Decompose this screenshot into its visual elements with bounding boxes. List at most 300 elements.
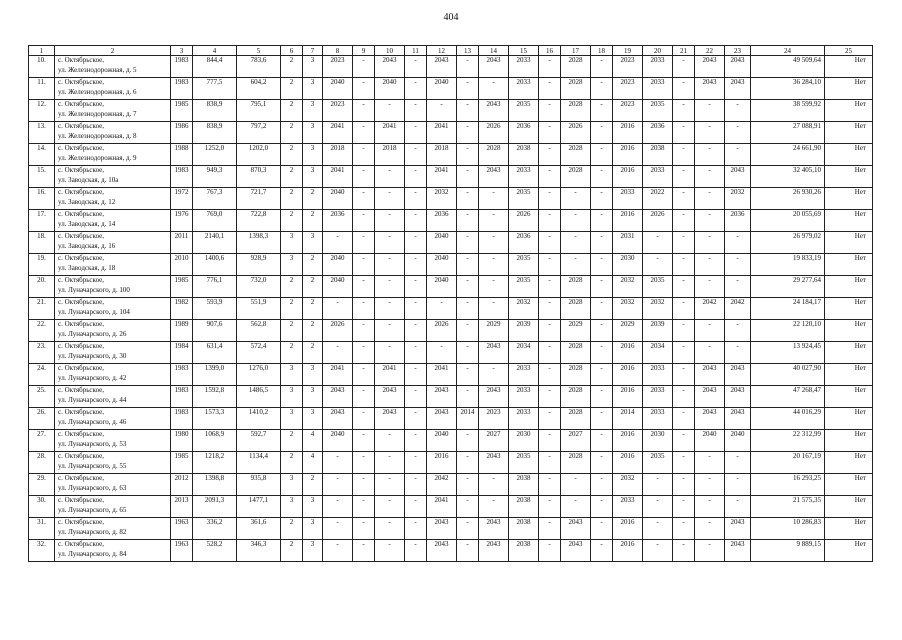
status-cell: Нет [825, 122, 873, 144]
address-cell: с. Октябрьское, ул. Луначарского, д. 100 [55, 276, 171, 298]
table-cell: - [673, 188, 695, 210]
table-cell: - [375, 540, 405, 562]
table-cell: 4 [303, 430, 323, 452]
table-cell: - [353, 188, 375, 210]
table-cell: - [375, 298, 405, 320]
table-cell: 2028 [561, 78, 591, 100]
table-cell: - [405, 452, 427, 474]
row-number-cell: 30. [29, 496, 55, 518]
table-cell: 3 [303, 78, 323, 100]
table-cell: - [539, 540, 561, 562]
table-cell: 2026 [323, 320, 353, 342]
table-cell: 2035 [643, 452, 673, 474]
cost-cell: 26 979,02 [751, 232, 825, 254]
table-cell: 2032 [613, 276, 643, 298]
header-row [29, 46, 873, 56]
table-cell: 1963 [171, 540, 193, 562]
table-cell: - [353, 430, 375, 452]
table-cell: 2036 [323, 210, 353, 232]
table-row [29, 210, 873, 232]
column-header: 24 [751, 46, 825, 56]
table-row [29, 232, 873, 254]
row-number-cell: 17. [29, 210, 55, 232]
status-cell: Нет [825, 452, 873, 474]
cost-cell: 22 312,99 [751, 430, 825, 452]
table-cell: 1410,2 [237, 408, 281, 430]
table-cell: - [695, 496, 725, 518]
page-number: 404 [443, 12, 459, 23]
table-cell: 2043 [479, 452, 509, 474]
table-cell: 2026 [561, 122, 591, 144]
address-cell: с. Октябрьское, ул. Луначарского, д. 26 [55, 320, 171, 342]
table-cell: 2042 [427, 474, 457, 496]
table-cell: - [405, 144, 427, 166]
table-cell: - [591, 122, 613, 144]
column-header: 4 [193, 46, 237, 56]
table-cell: - [353, 100, 375, 122]
row-number-cell: 20. [29, 276, 55, 298]
table-cell: - [353, 232, 375, 254]
table-cell: - [539, 100, 561, 122]
table-row [29, 342, 873, 364]
table-cell: - [375, 342, 405, 364]
cost-cell: 21 575,35 [751, 496, 825, 518]
cost-cell: 27 088,91 [751, 122, 825, 144]
row-number-cell: 25. [29, 386, 55, 408]
table-cell: - [561, 232, 591, 254]
table-cell: - [323, 452, 353, 474]
table-cell: - [591, 430, 613, 452]
table-cell: 767,3 [193, 188, 237, 210]
table-cell: 2 [281, 518, 303, 540]
table-body [29, 56, 873, 562]
table-cell: - [561, 210, 591, 232]
table-cell: 2016 [613, 386, 643, 408]
table-cell: 2033 [643, 364, 673, 386]
table-cell: 3 [303, 518, 323, 540]
table-cell: - [323, 232, 353, 254]
table-cell: - [725, 320, 751, 342]
table-cell: - [695, 144, 725, 166]
table-cell: 1202,0 [237, 144, 281, 166]
table-cell: - [457, 452, 479, 474]
address-cell: с. Октябрьское, ул. Железнодорожная, д. 6 [55, 78, 171, 100]
cost-cell: 20 167,19 [751, 452, 825, 474]
table-cell: 1134,4 [237, 452, 281, 474]
table-cell: 2026 [427, 320, 457, 342]
table-cell: 2041 [323, 122, 353, 144]
table-cell: 2028 [561, 452, 591, 474]
table-cell: 1068,9 [193, 430, 237, 452]
table-cell: 2035 [509, 188, 539, 210]
table-cell: - [353, 78, 375, 100]
column-header: 10 [375, 46, 405, 56]
table-cell: - [591, 518, 613, 540]
table-cell: - [457, 386, 479, 408]
row-number-cell: 23. [29, 342, 55, 364]
table-cell: - [695, 276, 725, 298]
table-cell: 1218,2 [193, 452, 237, 474]
row-number-cell: 14. [29, 144, 55, 166]
cost-cell: 24 184,17 [751, 298, 825, 320]
table-cell: 2140,1 [193, 232, 237, 254]
table-cell: - [591, 56, 613, 78]
table-cell: - [375, 320, 405, 342]
table-cell: - [643, 518, 673, 540]
table-cell: 2043 [427, 408, 457, 430]
table-cell: - [353, 408, 375, 430]
table-cell: - [643, 540, 673, 562]
table-row [29, 144, 873, 166]
address-cell: с. Октябрьское, ул. Луначарского, д. 65 [55, 496, 171, 518]
table-cell: - [591, 232, 613, 254]
table-cell: - [479, 188, 509, 210]
table-cell: 1983 [171, 56, 193, 78]
column-header: 8 [323, 46, 353, 56]
table-cell: 2 [281, 122, 303, 144]
table-cell: - [353, 254, 375, 276]
table-cell: - [695, 452, 725, 474]
table-cell: 2043 [725, 166, 751, 188]
cost-cell: 49 509,64 [751, 56, 825, 78]
table-cell: 2033 [509, 78, 539, 100]
table-cell: 2023 [479, 408, 509, 430]
table-cell: 2040 [427, 254, 457, 276]
table-cell: 2034 [643, 342, 673, 364]
table-cell: 2043 [479, 56, 509, 78]
table-cell: 2043 [725, 364, 751, 386]
table-cell: - [539, 452, 561, 474]
table-cell: 2035 [643, 276, 673, 298]
table-cell: - [539, 78, 561, 100]
table-cell: 2043 [375, 56, 405, 78]
table-cell: 593,9 [193, 298, 237, 320]
table-cell: - [591, 188, 613, 210]
table-cell: 2 [281, 188, 303, 210]
table-cell: - [353, 474, 375, 496]
table-cell: 2023 [613, 78, 643, 100]
cost-cell: 20 055,69 [751, 210, 825, 232]
cost-cell: 32 405,10 [751, 166, 825, 188]
table-cell: 2018 [427, 144, 457, 166]
table-cell: 2032 [643, 298, 673, 320]
table-cell: - [353, 342, 375, 364]
column-header: 7 [303, 46, 323, 56]
column-header: 21 [673, 46, 695, 56]
table-row [29, 408, 873, 430]
table-cell: 870,3 [237, 166, 281, 188]
table-cell: 2033 [509, 166, 539, 188]
table-cell: - [457, 364, 479, 386]
table-cell: 2026 [643, 210, 673, 232]
table-cell: - [591, 496, 613, 518]
table-cell: - [457, 144, 479, 166]
table-cell: 2023 [613, 56, 643, 78]
table-cell: - [695, 188, 725, 210]
table-cell: 2031 [613, 232, 643, 254]
table-cell: 2033 [509, 56, 539, 78]
table-cell: - [375, 474, 405, 496]
table-cell: 1988 [171, 144, 193, 166]
table-cell: 2016 [613, 518, 643, 540]
table-cell: - [673, 430, 695, 452]
table-cell: - [673, 320, 695, 342]
status-cell: Нет [825, 430, 873, 452]
table-cell: - [323, 298, 353, 320]
table-cell: 2043 [695, 408, 725, 430]
table-cell: 2 [281, 298, 303, 320]
status-cell: Нет [825, 144, 873, 166]
address-cell: с. Октябрьское, ул. Заводская, д. 10а [55, 166, 171, 188]
table-cell: - [591, 452, 613, 474]
table-cell: 2023 [323, 100, 353, 122]
table-cell: - [405, 386, 427, 408]
table-row [29, 254, 873, 276]
table-cell: 2026 [509, 210, 539, 232]
table-cell: - [695, 210, 725, 232]
table-cell: 2033 [613, 188, 643, 210]
table-cell: - [673, 254, 695, 276]
table-cell: - [591, 364, 613, 386]
table-cell: 2030 [613, 254, 643, 276]
table-cell: 2033 [643, 408, 673, 430]
table-cell: - [457, 474, 479, 496]
table-cell: - [673, 474, 695, 496]
table-cell: 2027 [561, 430, 591, 452]
table-cell: - [353, 364, 375, 386]
table-cell: 2038 [643, 144, 673, 166]
table-cell: - [695, 254, 725, 276]
table-cell: 2043 [323, 386, 353, 408]
address-cell: с. Октябрьское, ул. Железнодорожная, д. 5 [55, 56, 171, 78]
table-cell: 2032 [613, 474, 643, 496]
table-cell: 1972 [171, 188, 193, 210]
table-cell: - [405, 540, 427, 562]
table-cell: 3 [303, 386, 323, 408]
table-cell: 2033 [643, 56, 673, 78]
status-cell: Нет [825, 254, 873, 276]
table-cell: 2028 [561, 364, 591, 386]
status-cell: Нет [825, 298, 873, 320]
table-cell: - [479, 78, 509, 100]
table-cell: 3 [281, 232, 303, 254]
address-cell: с. Октябрьское, ул. Луначарского, д. 63 [55, 474, 171, 496]
table-cell: - [695, 100, 725, 122]
table-cell: - [591, 408, 613, 430]
table-cell: - [539, 474, 561, 496]
table-cell: 2043 [479, 100, 509, 122]
table-cell: - [725, 452, 751, 474]
table-cell: - [695, 518, 725, 540]
table-cell: 769,0 [193, 210, 237, 232]
table-cell: 2035 [509, 254, 539, 276]
address-cell: с. Октябрьское, ул. Заводская, д. 12 [55, 188, 171, 210]
table-cell: 2 [281, 430, 303, 452]
table-cell: 2018 [323, 144, 353, 166]
table-cell: - [591, 540, 613, 562]
table-cell: 2028 [479, 144, 509, 166]
column-header: 14 [479, 46, 509, 56]
table-cell: 2043 [427, 56, 457, 78]
table-cell: - [673, 298, 695, 320]
table-cell: 2028 [561, 56, 591, 78]
table-cell: 2041 [427, 496, 457, 518]
table-cell: 2036 [509, 232, 539, 254]
table-cell: 2029 [561, 320, 591, 342]
table-cell: 2038 [509, 496, 539, 518]
table-cell: 2010 [171, 254, 193, 276]
table-cell: - [695, 320, 725, 342]
table-cell: 2043 [479, 386, 509, 408]
table-cell: - [405, 496, 427, 518]
table-cell: 2043 [725, 408, 751, 430]
table-cell: 2043 [695, 78, 725, 100]
table-cell: 838,9 [193, 122, 237, 144]
table-cell: - [405, 320, 427, 342]
table-cell: 2016 [613, 210, 643, 232]
column-header: 18 [591, 46, 613, 56]
table-cell: 2028 [561, 144, 591, 166]
table-cell: - [323, 474, 353, 496]
table-cell: 2041 [323, 166, 353, 188]
table-cell: - [479, 364, 509, 386]
table-cell: 2043 [561, 518, 591, 540]
table-cell: - [539, 210, 561, 232]
table-cell: 2023 [613, 100, 643, 122]
table-cell: 2041 [427, 364, 457, 386]
cost-cell: 36 284,10 [751, 78, 825, 100]
column-header: 2 [55, 46, 171, 56]
table-cell: 2040 [427, 276, 457, 298]
table-cell: 2040 [427, 430, 457, 452]
table-cell: 2016 [613, 364, 643, 386]
address-cell: с. Октябрьское, ул. Заводская, д. 16 [55, 232, 171, 254]
status-cell: Нет [825, 540, 873, 562]
table-cell: 2 [281, 320, 303, 342]
table-cell: - [591, 342, 613, 364]
status-cell: Нет [825, 188, 873, 210]
column-header: 12 [427, 46, 457, 56]
address-cell: с. Октябрьское, ул. Луначарского, д. 84 [55, 540, 171, 562]
table-cell: 2014 [613, 408, 643, 430]
table-cell: 2038 [509, 540, 539, 562]
table-row [29, 166, 873, 188]
table-cell: - [405, 518, 427, 540]
table-cell: - [479, 276, 509, 298]
table-row [29, 276, 873, 298]
table-cell: - [591, 254, 613, 276]
column-header: 23 [725, 46, 751, 56]
status-cell: Нет [825, 320, 873, 342]
table-cell: 2 [303, 298, 323, 320]
table-cell: 2036 [427, 210, 457, 232]
table-cell: - [457, 122, 479, 144]
status-cell: Нет [825, 78, 873, 100]
table-cell: - [405, 298, 427, 320]
table-cell: 2041 [427, 122, 457, 144]
table-cell: 2030 [509, 430, 539, 452]
table-cell: - [405, 254, 427, 276]
table-row [29, 540, 873, 562]
table-cell: - [457, 342, 479, 364]
table-cell: 2043 [375, 386, 405, 408]
status-cell: Нет [825, 232, 873, 254]
status-cell: Нет [825, 210, 873, 232]
table-cell: 2014 [457, 408, 479, 430]
table-cell: 2033 [643, 78, 673, 100]
table-cell: 2 [303, 210, 323, 232]
table-cell: 1573,3 [193, 408, 237, 430]
table-cell: 2 [281, 166, 303, 188]
table-cell: - [353, 496, 375, 518]
column-header: 3 [171, 46, 193, 56]
status-cell: Нет [825, 56, 873, 78]
column-header: 15 [509, 46, 539, 56]
table-cell: - [353, 452, 375, 474]
table-cell: 2016 [613, 144, 643, 166]
table-cell: 2 [303, 254, 323, 276]
table-cell: - [427, 342, 457, 364]
table-cell: 2 [303, 320, 323, 342]
table-cell: - [725, 496, 751, 518]
table-cell: 1477,1 [237, 496, 281, 518]
table-cell: 1984 [171, 342, 193, 364]
column-header: 1 [29, 46, 55, 56]
table-cell: 2 [303, 342, 323, 364]
table-cell: 722,8 [237, 210, 281, 232]
table-cell: 2033 [509, 408, 539, 430]
table-cell: - [323, 342, 353, 364]
row-number-cell: 11. [29, 78, 55, 100]
table-cell: - [673, 342, 695, 364]
cost-cell: 40 027,90 [751, 364, 825, 386]
row-number-cell: 13. [29, 122, 55, 144]
column-header: 20 [643, 46, 673, 56]
table-cell: 2041 [323, 364, 353, 386]
table-cell: - [539, 386, 561, 408]
table-cell: - [323, 518, 353, 540]
column-header: 6 [281, 46, 303, 56]
table-row [29, 188, 873, 210]
table-cell: - [591, 474, 613, 496]
table-cell: - [457, 254, 479, 276]
table-cell: 3 [281, 254, 303, 276]
table-cell: - [353, 122, 375, 144]
table-cell: - [539, 122, 561, 144]
status-cell: Нет [825, 474, 873, 496]
cost-cell: 47 268,47 [751, 386, 825, 408]
table-cell: 2 [281, 144, 303, 166]
row-number-cell: 27. [29, 430, 55, 452]
table-cell: 2043 [479, 518, 509, 540]
table-cell: - [725, 100, 751, 122]
table-cell: 3 [303, 166, 323, 188]
table-cell: 2016 [613, 342, 643, 364]
table-cell: - [591, 144, 613, 166]
table-cell: 2028 [561, 298, 591, 320]
table-cell: 844,4 [193, 56, 237, 78]
status-cell: Нет [825, 276, 873, 298]
column-header: 17 [561, 46, 591, 56]
table-cell: - [457, 320, 479, 342]
table-cell: 2040 [323, 276, 353, 298]
table-cell: 2040 [323, 430, 353, 452]
table-row [29, 430, 873, 452]
table-cell: 1983 [171, 166, 193, 188]
table-cell: - [539, 144, 561, 166]
table-cell: 2043 [479, 166, 509, 188]
table-cell: - [323, 540, 353, 562]
